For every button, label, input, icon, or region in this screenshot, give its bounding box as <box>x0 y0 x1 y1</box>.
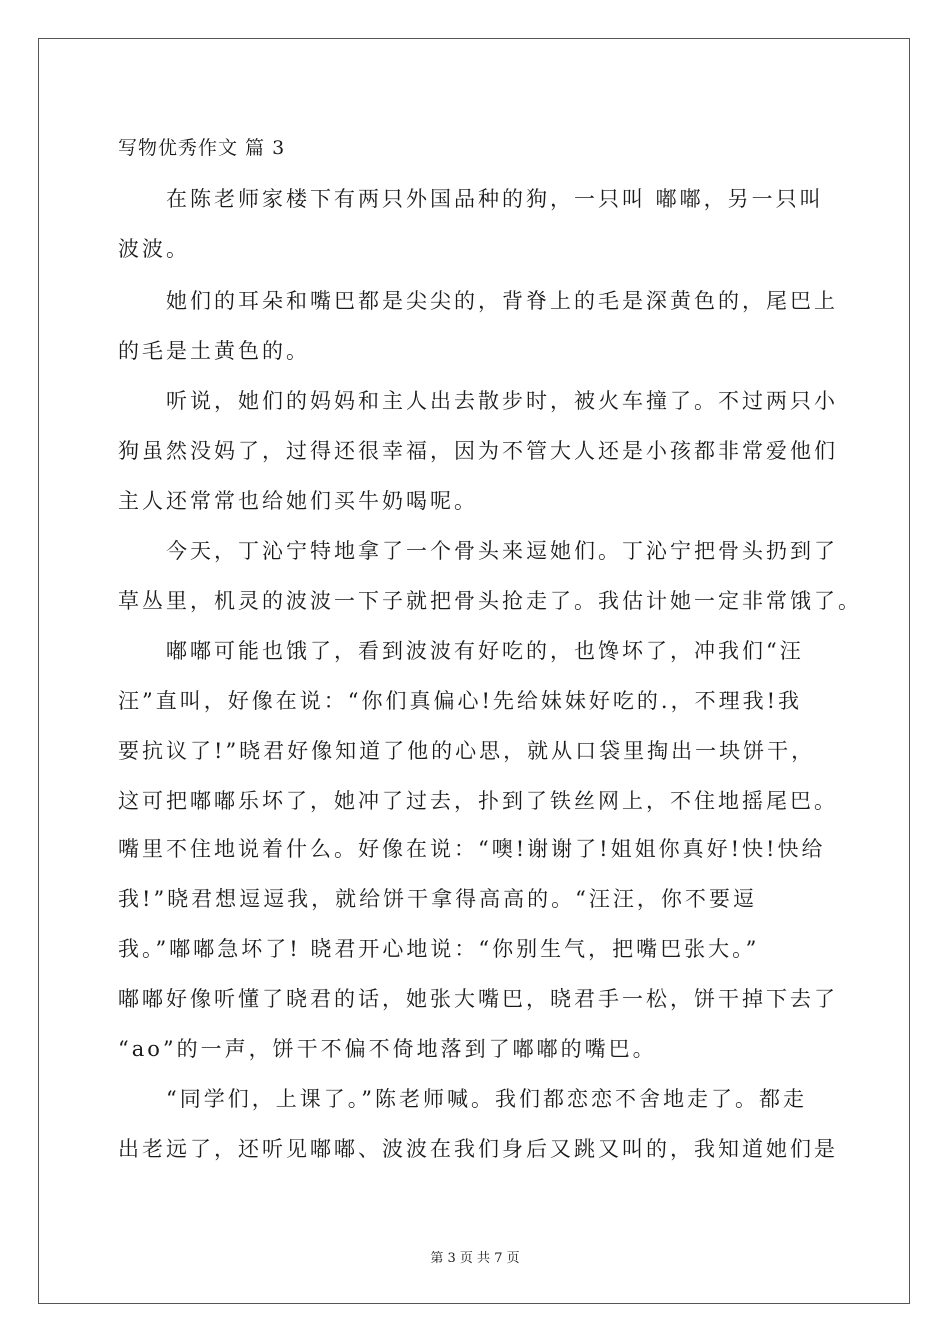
text-line: 今天，丁沁宁特地拿了一个骨头来逗她们。丁沁宁把骨头扔到了 <box>118 539 838 563</box>
text-line: 我。”嘟嘟急坏了! 晓君开心地说：“你别生气，把嘴巴张大。” <box>118 937 760 961</box>
text-line: 要抗议了!”晓君好像知道了他的心思，就从口袋里掏出一块饼干， <box>118 739 816 763</box>
text-line: 汪”直叫，好像在说：“你们真偏心!先给妹妹好吃的.，不理我!我 <box>118 689 803 713</box>
text-line: “同学们，上课了。”陈老师喊。我们都恋恋不舍地走了。都走 <box>118 1087 807 1111</box>
text-line: 听说，她们的妈妈和主人出去散步时，被火车撞了。不过两只小 <box>118 389 838 413</box>
essay-title: 写物优秀作文 篇 3 <box>118 137 286 159</box>
text-line: 主人还常常也给她们买牛奶喝呢。 <box>118 489 478 513</box>
text-line: 出老远了，还听见嘟嘟、波波在我们身后又跳又叫的，我知道她们是 <box>118 1137 838 1161</box>
page-number: 第 3 页 共 7 页 <box>430 1251 520 1266</box>
text-line: 的毛是土黄色的。 <box>118 339 310 363</box>
text-line: 波波。 <box>118 237 190 261</box>
text-line: 在陈老师家楼下有两只外国品种的狗，一只叫 嘟嘟，另一只叫 <box>118 187 824 211</box>
text-line: 我!”晓君想逗逗我，就给饼干拿得高高的。“汪汪，你不要逗 <box>118 887 757 911</box>
text-line: 嘟嘟可能也饿了，看到波波有好吃的，也馋坏了，冲我们“汪 <box>118 639 804 663</box>
text-line: 狗虽然没妈了，过得还很幸福，因为不管大人还是小孩都非常爱他们 <box>118 439 838 463</box>
text-line: 她们的耳朵和嘴巴都是尖尖的，背脊上的毛是深黄色的，尾巴上 <box>118 289 838 313</box>
page-border <box>38 38 910 1304</box>
text-line: 草丛里，机灵的波波一下子就把骨头抢走了。我估计她一定非常饿了。 <box>118 589 862 613</box>
text-line: 嘟嘟好像听懂了晓君的话，她张大嘴巴，晓君手一松，饼干掉下去了 <box>118 987 838 1011</box>
text-line: 嘴里不住地说着什么。好像在说：“噢!谢谢了!姐姐你真好!快!快给 <box>118 837 826 861</box>
text-line: 这可把嘟嘟乐坏了，她冲了过去，扑到了铁丝网上，不住地摇尾巴。 <box>118 789 838 813</box>
text-line: “ao”的一声，饼干不偏不倚地落到了嘟嘟的嘴巴。 <box>118 1037 657 1061</box>
